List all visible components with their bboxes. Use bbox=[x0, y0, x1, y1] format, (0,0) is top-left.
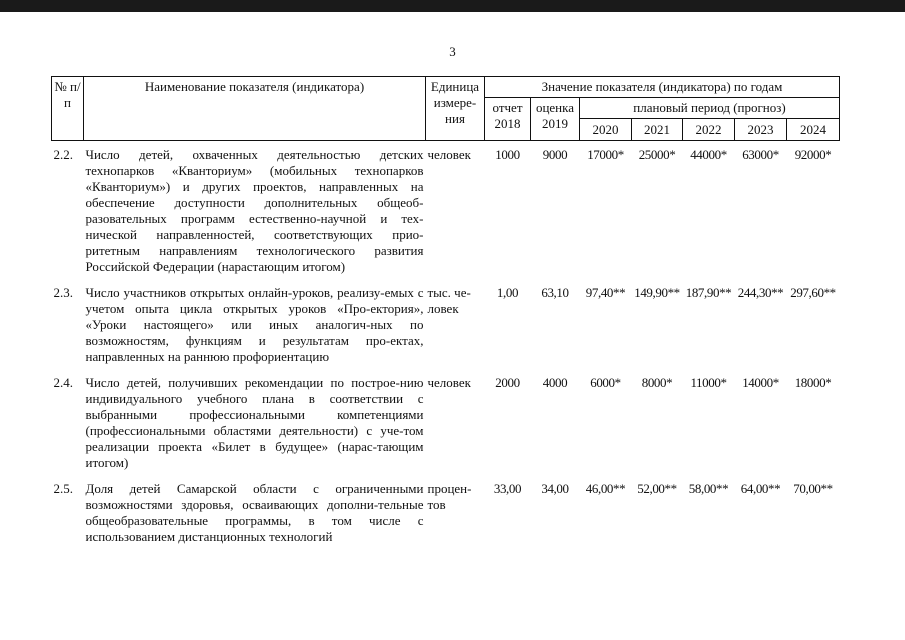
row-value: 11000* bbox=[690, 375, 727, 390]
header-num: № п/п bbox=[52, 77, 84, 141]
row-value: 17000* bbox=[587, 147, 624, 162]
row-unit: человек bbox=[427, 147, 471, 162]
table-row bbox=[52, 279, 840, 369]
page-number: 3 bbox=[449, 44, 456, 59]
row-value: 34,00 bbox=[541, 481, 569, 496]
row-unit: процен-тов bbox=[427, 481, 472, 512]
table-row bbox=[52, 141, 840, 280]
row-value: 52,00** bbox=[637, 481, 677, 496]
row-name: Число участников открытых онлайн-уроков, реализу-емых с учетом опыта цикла открытых уроков «Про-ектория», «Уроки настоящего» или иных аналогич-ных по возможностям, функциям и результатам про-ектах, направленных на раннюю профориентацию bbox=[85, 285, 424, 364]
row-value: 297,60** bbox=[790, 285, 836, 300]
row-num: 2.2. bbox=[53, 147, 73, 162]
indicators-table bbox=[51, 76, 840, 549]
header-name: Наименование показателя (индикатора) bbox=[84, 77, 426, 141]
row-value: 92000* bbox=[794, 147, 832, 162]
header-year: 2021 bbox=[632, 119, 683, 141]
row-value: 8000* bbox=[641, 375, 673, 390]
top-border-bar bbox=[0, 0, 905, 12]
header-year: 2023 bbox=[735, 119, 787, 141]
row-value: 44000* bbox=[690, 147, 727, 162]
header-estimate: оценка 2019 bbox=[531, 98, 580, 141]
row-value: 1000 bbox=[495, 147, 520, 162]
row-value: 2000 bbox=[495, 375, 520, 390]
row-value: 64,00** bbox=[740, 481, 781, 496]
row-value: 63000* bbox=[742, 147, 779, 162]
table-header bbox=[52, 77, 840, 141]
row-value: 9000 bbox=[542, 147, 568, 162]
row-name: Число детей, получивших рекомендации по построе-нию индивидуального учебного плана в соответствии с выбранными профессиональными компетенциями (профессиональными областями деятельности) с уче-том реализации проекта «Билет в будущее» (нарас-тающим итогом) bbox=[85, 375, 424, 470]
row-value: 70,00** bbox=[793, 481, 833, 496]
row-value: 46,00** bbox=[585, 481, 626, 496]
header-plan: плановый период (прогноз) bbox=[580, 98, 840, 119]
header-year: 2020 bbox=[580, 119, 632, 141]
table-row bbox=[52, 475, 840, 549]
row-unit: человек bbox=[427, 375, 471, 390]
row-value: 149,90** bbox=[634, 285, 680, 300]
header-year: 2024 bbox=[787, 119, 840, 141]
row-value: 25000* bbox=[638, 147, 676, 162]
row-value: 33,00 bbox=[493, 481, 522, 496]
header-report: отчет 2018 bbox=[485, 98, 531, 141]
row-num: 2.3. bbox=[53, 285, 73, 300]
row-value: 6000* bbox=[590, 375, 621, 390]
row-num: 2.4. bbox=[53, 375, 73, 390]
row-value: 1,00 bbox=[496, 285, 519, 300]
row-unit: тыс. че-ловек bbox=[427, 285, 471, 316]
row-value: 58,00** bbox=[688, 481, 729, 496]
row-name: Доля детей Самарской области с ограниченными возможностями здоровья, осваивающих дополни-тельные общеобразовательные программы, в том числе с использованием дистанционных технологий bbox=[85, 481, 424, 544]
row-value: 187,90** bbox=[685, 285, 732, 300]
row-num: 2.5. bbox=[53, 481, 73, 496]
header-unit: Единица измере-ния bbox=[426, 77, 485, 141]
row-name: Число детей, охваченных деятельностью детских технопарков «Кванториум» (мобильных технопарков «Кванториум») и других проектов, направленных на обеспечение доступности дополнительных общеоб-разовательных программ естественно-научной и тех-нической направленностей, соответствующих прио-ритетным направлениям технологического развития Российской Федерации (нарастающим итогом) bbox=[85, 147, 424, 274]
table-row bbox=[52, 369, 840, 475]
row-value: 63,10 bbox=[541, 285, 569, 300]
row-value: 244,30** bbox=[737, 285, 784, 300]
header-year: 2022 bbox=[683, 119, 735, 141]
header-values-group: Значение показателя (индикатора) по годам bbox=[485, 77, 840, 98]
row-value: 14000* bbox=[742, 375, 779, 390]
row-value: 97,40** bbox=[585, 285, 626, 300]
row-value: 18000* bbox=[794, 375, 832, 390]
row-value: 4000 bbox=[542, 375, 568, 390]
